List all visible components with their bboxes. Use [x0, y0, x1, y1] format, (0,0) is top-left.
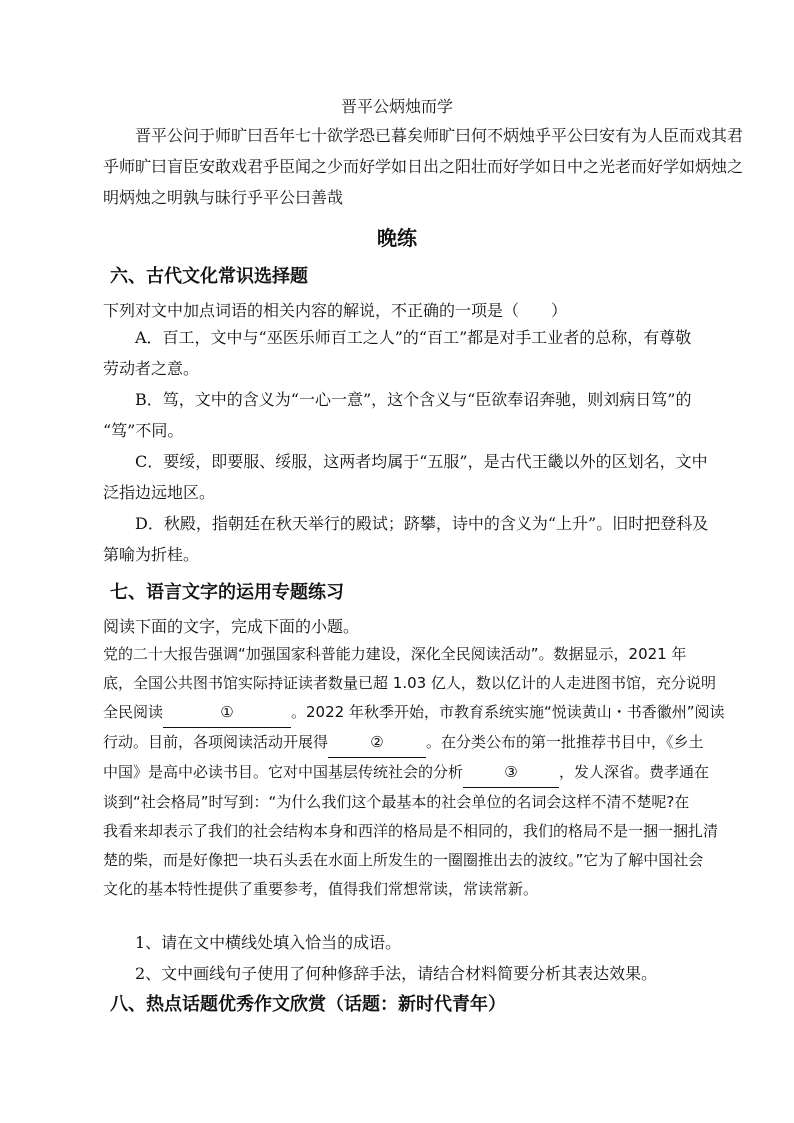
passage-text: 全民阅读 — [103, 703, 164, 721]
passage-text: 行动。目前，各项阅读活动开展得 — [103, 733, 329, 751]
option-c-line1: C．要绥，即要服、绥服，这两者均属于“五服”，是古代王畿以外的区划名，文中 — [135, 452, 708, 471]
blank-1[interactable]: ① — [163, 698, 291, 728]
classical-line: 明炳烛之明孰与昧行乎平公曰善哉 — [103, 188, 344, 207]
option-a-line2: 劳动者之意。 — [103, 359, 200, 378]
section6-question: 下列对文中加点词语的相关内容的解说，不正确的一项是（ ） — [103, 301, 568, 320]
classical-text-body — [103, 120, 744, 213]
passage-line: 底，全国公共图书馆实际持证读者数量已超 1.03 亿人，数以亿计的人走进图书馆，充分说明 — [103, 674, 716, 692]
section7-instruction: 阅读下面的文字，完成下面的小题。 — [103, 617, 360, 636]
passage-line — [103, 758, 723, 788]
section7-heading: 七、语言文字的运用专题练习 — [110, 582, 344, 603]
section6-heading: 六、古代文化常识选择题 — [110, 266, 308, 287]
blank-3[interactable]: ③ — [463, 758, 559, 788]
passage-line — [103, 698, 723, 728]
passage-text: 。在分类公布的第一批推荐书目中，《乡土 — [426, 733, 704, 751]
option-b-line2: “笃”不同。 — [103, 421, 184, 440]
option-d-line2: 第喻为折桂。 — [103, 545, 200, 564]
section6-options — [103, 322, 718, 570]
classical-line: 乎师旷曰盲臣安敢戏君乎臣闻之少而好学如日出之阳壮而好学如日中之光老而好学如炳烛之 — [103, 157, 744, 176]
option-d-line1: D．秋殿，指朝廷在秋天举行的殿试；跻攀，诗中的含义为“上升”。旧时把登科及 — [135, 514, 709, 533]
option-b-line1: B．笃，文中的含义为“一心一意”，这个含义与“臣欲奉诏奔驰，则刘病日笃”的 — [135, 390, 692, 409]
passage-line: 谈到“社会格局”时写到：“为什么我们这个最基本的社会单位的名词会这样不清不楚呢?在 — [103, 793, 690, 811]
passage-line: 党的二十大报告强调“加强国家科普能力建设，深化全民阅读活动”。数据显示，2021 年 — [103, 645, 687, 663]
passage-line: 楚的柴，而是好像把一块石头丢在水面上所发生的一圈圈推出去的波纹。”它为了解中国社会 — [103, 851, 704, 869]
passage-line — [103, 728, 723, 758]
passage-text: 中国》是高中必读书目。它对中国基层传统社会的分析 — [103, 763, 464, 781]
passage-text: 。2022 年秋季开始，市教育系统实施“悦读黄山・书香徽州”阅读 — [291, 703, 725, 721]
classical-text-title: 晋平公炳烛而学 — [340, 97, 453, 116]
question-1: 1、请在文中横线处填入恰当的成语。 — [135, 933, 402, 952]
classical-line: 晋平公问于师旷曰吾年七十欲学恐已暮矣师旷曰何不炳烛乎平公曰安有为人臣而戏其君 — [135, 126, 744, 145]
passage-line: 我看来却表示了我们的社会结构本身和西洋的格局是不相同的，我们的格局不是一捆一捆扎清 — [103, 822, 719, 840]
section8-heading: 八、热点话题优秀作文欣赏（话题：新时代青年） — [110, 994, 506, 1015]
option-c-line2: 泛指边远地区。 — [103, 483, 216, 502]
reading-passage — [103, 640, 723, 904]
passage-text: ，发人深省。费孝通在 — [559, 763, 710, 781]
option-a-line1: A．百工，文中与“巫医乐师百工之人”的“百工”都是对手工业者的总称，有尊敬 — [135, 328, 692, 347]
blank-2[interactable]: ② — [328, 728, 426, 758]
evening-practice-heading: 晚练 — [377, 226, 417, 250]
question-2: 2、文中画线句子使用了何种修辞手法，请结合材料简要分析其表达效果。 — [135, 964, 658, 983]
passage-line: 文化的基本特性提供了重要参考，值得我们常想常读，常读常新。 — [103, 880, 539, 898]
